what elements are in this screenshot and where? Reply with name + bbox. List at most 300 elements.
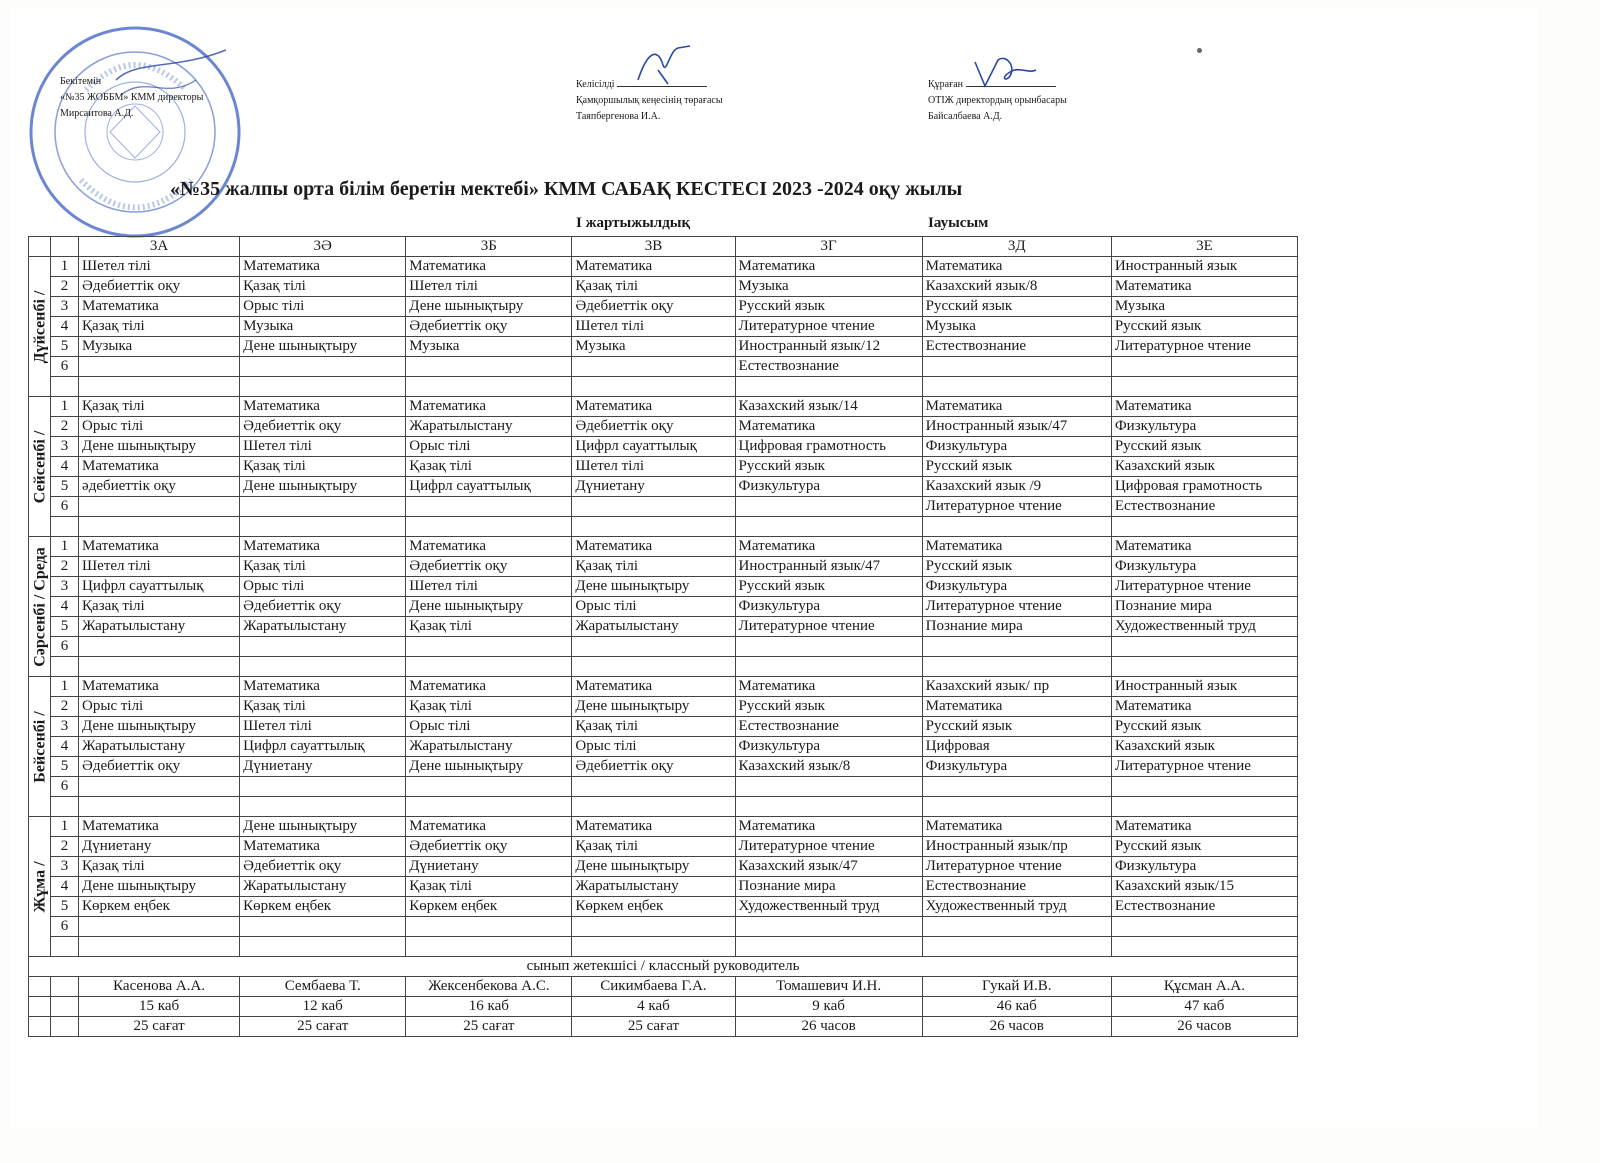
subject-cell: Цифровая xyxy=(922,737,1111,757)
subject-cell xyxy=(1111,777,1297,797)
subject-cell: Казахский язык/15 xyxy=(1111,877,1297,897)
subject-cell: Литературное чтение xyxy=(1111,577,1297,597)
subject-cell: Русский язык xyxy=(735,297,922,317)
weekly-hours: 25 сағат xyxy=(240,1017,406,1037)
room-number: 9 каб xyxy=(735,997,922,1017)
subject-cell: Русский язык xyxy=(735,697,922,717)
lesson-row xyxy=(29,457,1298,477)
subject-cell: Физкультура xyxy=(1111,417,1297,437)
lesson-row xyxy=(29,417,1298,437)
rooms-row xyxy=(29,997,1298,1017)
subject-cell: Математика xyxy=(922,537,1111,557)
subject-cell: Орыс тілі xyxy=(406,437,572,457)
subject-cell: Шетел тілі xyxy=(572,457,735,477)
subject-cell: Қазақ тілі xyxy=(79,857,240,877)
lesson-number: 2 xyxy=(51,417,79,437)
lesson-row xyxy=(29,737,1298,757)
subject-cell: Музыка xyxy=(240,317,406,337)
subject-cell: Цифровая грамотность xyxy=(1111,477,1297,497)
subject-cell: Русский язык xyxy=(922,297,1111,317)
subject-cell: Физкультура xyxy=(735,477,922,497)
empty-cell xyxy=(922,657,1111,677)
teacher-name: Гукай И.В. xyxy=(922,977,1111,997)
empty-cell xyxy=(51,377,79,397)
empty-cell xyxy=(79,657,240,677)
subject-cell: Физкультура xyxy=(735,737,922,757)
subject-cell xyxy=(572,917,735,937)
subject-cell: Казахский язык /9 xyxy=(922,477,1111,497)
subject-cell: Физкультура xyxy=(922,437,1111,457)
page-title: «№35 жалпы орта білім беретін мектебі» КММ САБАҚ КЕСТЕСІ 2023 -2024 оқу жылы xyxy=(170,178,963,200)
subject-cell xyxy=(735,777,922,797)
lesson-number: 3 xyxy=(51,577,79,597)
empty-cell xyxy=(51,1017,79,1037)
subject-cell xyxy=(735,637,922,657)
subject-cell: Цифрл сауаттылық xyxy=(406,477,572,497)
empty-cell xyxy=(735,797,922,817)
subject-cell: Литературное чтение xyxy=(922,597,1111,617)
day-name: Бейсенбі / xyxy=(31,710,48,783)
room-number: 12 каб xyxy=(240,997,406,1017)
approved-name: Мирсаитова А.Д. xyxy=(60,108,134,119)
shift-label: Іауысым xyxy=(928,215,989,231)
subject-cell: Иностранный язык xyxy=(1111,257,1297,277)
official-seal xyxy=(26,20,244,244)
class-header: 3Ә xyxy=(240,237,406,257)
subject-cell: Математика xyxy=(1111,697,1297,717)
class-header: 3В xyxy=(572,237,735,257)
subject-cell xyxy=(406,917,572,937)
lesson-row xyxy=(29,497,1298,517)
subject-cell: Қазақ тілі xyxy=(406,617,572,637)
empty-cell xyxy=(240,937,406,957)
subject-cell xyxy=(922,637,1111,657)
spacer-row xyxy=(29,937,1298,957)
subject-cell: Естествознание xyxy=(735,357,922,377)
day-name-cell xyxy=(29,257,51,397)
lesson-number: 1 xyxy=(51,397,79,417)
subject-cell: Литературное чтение xyxy=(922,497,1111,517)
weekly-hours: 25 сағат xyxy=(406,1017,572,1037)
approved-label: Бекітемін xyxy=(60,76,102,87)
term-label: І жартыжылдық xyxy=(576,215,691,231)
lesson-number: 2 xyxy=(51,697,79,717)
subject-cell: Математика xyxy=(572,257,735,277)
subject-cell: Дүниетану xyxy=(406,857,572,877)
room-number: 46 каб xyxy=(922,997,1111,1017)
subject-cell xyxy=(406,777,572,797)
empty-cell xyxy=(572,657,735,677)
lesson-number: 6 xyxy=(51,917,79,937)
room-number: 15 каб xyxy=(79,997,240,1017)
weekly-hours: 25 сағат xyxy=(79,1017,240,1037)
subject-cell xyxy=(1111,637,1297,657)
empty-cell xyxy=(51,997,79,1017)
subject-cell: Физкультура xyxy=(922,577,1111,597)
subject-cell: Дене шынықтыру xyxy=(240,477,406,497)
room-number: 47 каб xyxy=(1111,997,1297,1017)
lesson-row xyxy=(29,597,1298,617)
lesson-row xyxy=(29,857,1298,877)
subject-cell: Математика xyxy=(1111,277,1297,297)
subject-cell: Естествознание xyxy=(735,717,922,737)
empty-cell xyxy=(735,517,922,537)
empty-cell xyxy=(406,517,572,537)
empty-cell xyxy=(240,657,406,677)
lesson-number: 1 xyxy=(51,257,79,277)
lesson-number: 6 xyxy=(51,357,79,377)
subject-cell: Дүниетану xyxy=(240,757,406,777)
subject-cell: Музыка xyxy=(922,317,1111,337)
empty-cell xyxy=(240,377,406,397)
lesson-row xyxy=(29,897,1298,917)
lesson-number: 3 xyxy=(51,857,79,877)
lesson-row xyxy=(29,437,1298,457)
empty-cell xyxy=(51,657,79,677)
subject-cell: Әдебиеттік оқу xyxy=(572,297,735,317)
subject-cell: Литературное чтение xyxy=(735,317,922,337)
teacher-name: Сембаева Т. xyxy=(240,977,406,997)
lesson-number: 3 xyxy=(51,717,79,737)
subject-cell: Иностранный язык/47 xyxy=(922,417,1111,437)
teacher-name: Құсман А.А. xyxy=(1111,977,1297,997)
subject-cell xyxy=(922,357,1111,377)
empty-cell xyxy=(572,797,735,817)
subject-cell: Математика xyxy=(735,417,922,437)
subject-cell: Музыка xyxy=(1111,297,1297,317)
subject-cell: Әдебиеттік оқу xyxy=(406,557,572,577)
empty-cell xyxy=(922,517,1111,537)
subject-cell: Казахский язык/ пр xyxy=(922,677,1111,697)
subject-cell: Математика xyxy=(406,397,572,417)
subject-cell: Жаратылыстану xyxy=(572,617,735,637)
subject-cell: Жаратылыстану xyxy=(240,877,406,897)
subject-cell xyxy=(79,357,240,377)
approved-role: «№35 ЖОББМ» КММ директоры xyxy=(60,92,204,103)
subject-cell: Қазақ тілі xyxy=(572,717,735,737)
subject-cell: Математика xyxy=(922,257,1111,277)
subject-cell: Көркем еңбек xyxy=(79,897,240,917)
agreed-role: Қамқоршылық кеңесінің төрағасы xyxy=(576,95,723,106)
subject-cell: Көркем еңбек xyxy=(572,897,735,917)
subject-cell: Дене шынықтыру xyxy=(572,857,735,877)
subject-cell: Цифровая грамотность xyxy=(735,437,922,457)
subject-cell xyxy=(572,777,735,797)
subject-cell: Қазақ тілі xyxy=(79,317,240,337)
subject-cell: Жаратылыстану xyxy=(79,617,240,637)
subject-cell xyxy=(735,497,922,517)
subject-cell xyxy=(240,637,406,657)
lesson-row xyxy=(29,677,1298,697)
subject-cell: Әдебиеттік оқу xyxy=(240,597,406,617)
day-name: Дүйсенбі / xyxy=(31,290,48,363)
empty-cell xyxy=(572,937,735,957)
subject-cell: Шетел тілі xyxy=(79,557,240,577)
day-name: Сәрсенбі / Среда xyxy=(31,546,48,667)
empty-cell xyxy=(79,517,240,537)
subject-cell: Математика xyxy=(1111,537,1297,557)
subject-cell: Математика xyxy=(922,397,1111,417)
subject-cell: Математика xyxy=(572,397,735,417)
lesson-row xyxy=(29,297,1298,317)
spacer-row xyxy=(29,517,1298,537)
empty-cell xyxy=(29,977,51,997)
subject-cell xyxy=(406,497,572,517)
lesson-row xyxy=(29,477,1298,497)
subject-cell: Художественный труд xyxy=(922,897,1111,917)
teachers-title-row xyxy=(29,957,1298,977)
day-name: Сейсенбі / xyxy=(31,430,48,503)
day-name-cell xyxy=(29,537,51,677)
schedule-body xyxy=(29,257,1298,957)
lesson-row xyxy=(29,257,1298,277)
subject-cell: Русский язык xyxy=(1111,317,1297,337)
compiled-name: Байсалбаева А.Д. xyxy=(928,111,1003,122)
subject-cell: Литературное чтение xyxy=(735,617,922,637)
empty-cell xyxy=(922,377,1111,397)
empty-cell xyxy=(79,797,240,817)
empty-cell xyxy=(572,517,735,537)
lesson-number: 6 xyxy=(51,637,79,657)
teacher-name: Томашевич И.Н. xyxy=(735,977,922,997)
subject-cell: Математика xyxy=(406,257,572,277)
lesson-row xyxy=(29,877,1298,897)
empty-cell xyxy=(240,797,406,817)
lesson-number: 4 xyxy=(51,737,79,757)
subject-cell: Орыс тілі xyxy=(79,417,240,437)
subject-cell: Орыс тілі xyxy=(240,297,406,317)
subject-cell: Математика xyxy=(240,397,406,417)
subject-cell: Познание мира xyxy=(735,877,922,897)
empty-cell xyxy=(1111,377,1297,397)
class-header: 3Б xyxy=(406,237,572,257)
empty-cell xyxy=(735,657,922,677)
subject-cell: Қазақ тілі xyxy=(406,697,572,717)
subject-cell: Қазақ тілі xyxy=(572,557,735,577)
day-name-cell xyxy=(29,677,51,817)
lesson-row xyxy=(29,557,1298,577)
lesson-row xyxy=(29,817,1298,837)
subject-cell: Математика xyxy=(735,817,922,837)
subject-cell: Математика xyxy=(406,817,572,837)
subject-cell: Физкультура xyxy=(1111,557,1297,577)
subject-cell: Қазақ тілі xyxy=(572,837,735,857)
class-header-row xyxy=(29,237,1298,257)
subject-cell: Естествознание xyxy=(1111,497,1297,517)
subject-cell xyxy=(79,497,240,517)
subject-cell: әдебиеттік оқу xyxy=(79,477,240,497)
subject-cell: Қазақ тілі xyxy=(406,877,572,897)
subject-cell: Қазақ тілі xyxy=(240,277,406,297)
subject-cell: Художественный труд xyxy=(1111,617,1297,637)
teacher-name: Сикимбаева Г.А. xyxy=(572,977,735,997)
subject-cell: Дене шынықтыру xyxy=(79,437,240,457)
subject-cell: Литературное чтение xyxy=(1111,337,1297,357)
subject-cell xyxy=(922,777,1111,797)
empty-cell xyxy=(406,797,572,817)
teachers-title: сынып жетекшісі / классный руководитель xyxy=(29,957,1298,977)
subject-cell: Орыс тілі xyxy=(79,697,240,717)
subject-cell xyxy=(922,917,1111,937)
lesson-row xyxy=(29,577,1298,597)
subject-cell: Казахский язык/47 xyxy=(735,857,922,877)
lesson-number: 3 xyxy=(51,297,79,317)
empty-cell xyxy=(922,937,1111,957)
weekly-hours: 26 часов xyxy=(922,1017,1111,1037)
lesson-row xyxy=(29,317,1298,337)
subject-cell: Қазақ тілі xyxy=(240,457,406,477)
subject-cell: Шетел тілі xyxy=(79,257,240,277)
compiled-signature xyxy=(970,52,1040,92)
subject-cell: Математика xyxy=(240,837,406,857)
subject-cell: Әдебиеттік оқу xyxy=(240,417,406,437)
subject-cell: Қазақ тілі xyxy=(572,277,735,297)
subject-cell: Математика xyxy=(572,537,735,557)
subject-cell: Шетел тілі xyxy=(240,717,406,737)
subject-cell: Қазақ тілі xyxy=(79,397,240,417)
subject-cell: Жаратылыстану xyxy=(79,737,240,757)
subject-cell: Әдебиеттік оқу xyxy=(572,757,735,777)
empty-cell xyxy=(79,377,240,397)
subject-cell: Познание мира xyxy=(922,617,1111,637)
class-header: 3Г xyxy=(735,237,922,257)
subject-cell: Көркем еңбек xyxy=(240,897,406,917)
subject-cell: Шетел тілі xyxy=(572,317,735,337)
subject-cell: Математика xyxy=(735,677,922,697)
subject-cell: Дүниетану xyxy=(572,477,735,497)
subject-cell: Математика xyxy=(406,537,572,557)
subject-cell: Математика xyxy=(240,257,406,277)
subject-cell xyxy=(1111,357,1297,377)
lesson-number: 4 xyxy=(51,877,79,897)
lesson-number: 2 xyxy=(51,277,79,297)
empty-cell xyxy=(29,997,51,1017)
empty-cell xyxy=(51,977,79,997)
room-number: 4 каб xyxy=(572,997,735,1017)
subject-cell: Художественный труд xyxy=(735,897,922,917)
subject-cell: Жаратылыстану xyxy=(406,737,572,757)
subject-cell: Дене шынықтыру xyxy=(572,577,735,597)
subject-cell xyxy=(79,777,240,797)
teacher-name: Касенова А.А. xyxy=(79,977,240,997)
weekly-hours: 25 сағат xyxy=(572,1017,735,1037)
subject-cell: Дене шынықтыру xyxy=(240,337,406,357)
spacer-row xyxy=(29,797,1298,817)
empty-cell xyxy=(1111,517,1297,537)
subject-cell xyxy=(406,637,572,657)
day-name-cell xyxy=(29,817,51,957)
lesson-number: 5 xyxy=(51,757,79,777)
subject-cell: Математика xyxy=(240,677,406,697)
lesson-row xyxy=(29,837,1298,857)
hours-row xyxy=(29,1017,1298,1037)
class-header: 3Д xyxy=(922,237,1111,257)
subject-cell: Шетел тілі xyxy=(406,277,572,297)
lesson-number: 4 xyxy=(51,457,79,477)
subject-cell: Естествознание xyxy=(922,337,1111,357)
subject-cell: Математика xyxy=(735,257,922,277)
subject-cell xyxy=(572,497,735,517)
schedule-table xyxy=(28,236,1298,1037)
subject-cell: Музыка xyxy=(406,337,572,357)
subject-cell: Естествознание xyxy=(922,877,1111,897)
subject-cell xyxy=(240,497,406,517)
subject-cell: Иностранный язык xyxy=(1111,677,1297,697)
empty-cell xyxy=(572,377,735,397)
empty-cell xyxy=(51,517,79,537)
subject-cell: Естествознание xyxy=(1111,897,1297,917)
subject-cell: Дене шынықтыру xyxy=(406,757,572,777)
subject-cell: Русский язык xyxy=(922,457,1111,477)
teacher-name: Жексенбекова А.С. xyxy=(406,977,572,997)
lesson-number: 5 xyxy=(51,897,79,917)
subject-cell: Жаратылыстану xyxy=(406,417,572,437)
empty-cell xyxy=(51,937,79,957)
subject-cell: Қазақ тілі xyxy=(79,597,240,617)
subject-cell xyxy=(735,917,922,937)
empty-cell xyxy=(51,797,79,817)
subject-cell: Әдебиеттік оқу xyxy=(240,857,406,877)
agreed-signature xyxy=(628,40,698,90)
subject-cell: Русский язык xyxy=(1111,837,1297,857)
subject-cell xyxy=(240,917,406,937)
subject-cell: Русский язык xyxy=(735,577,922,597)
subject-cell: Цифрл сауаттылық xyxy=(240,737,406,757)
empty-cell xyxy=(1111,657,1297,677)
class-header: 3Е xyxy=(1111,237,1297,257)
subject-cell: Математика xyxy=(79,677,240,697)
subject-cell: Музыка xyxy=(79,337,240,357)
subject-cell: Иностранный язык/47 xyxy=(735,557,922,577)
subject-cell: Литературное чтение xyxy=(1111,757,1297,777)
subject-cell: Русский язык xyxy=(735,457,922,477)
empty-cell xyxy=(922,797,1111,817)
subject-cell: Дене шынықтыру xyxy=(406,597,572,617)
lesson-row xyxy=(29,757,1298,777)
subject-cell: Қазақ тілі xyxy=(240,697,406,717)
subject-cell: Математика xyxy=(79,817,240,837)
subject-cell: Физкультура xyxy=(1111,857,1297,877)
subject-cell: Дене шынықтыру xyxy=(406,297,572,317)
subject-cell: Цифрл сауаттылық xyxy=(572,437,735,457)
lesson-row xyxy=(29,777,1298,797)
lesson-number: 2 xyxy=(51,557,79,577)
room-number: 16 каб xyxy=(406,997,572,1017)
subject-cell: Русский язык xyxy=(1111,437,1297,457)
subject-cell: Шетел тілі xyxy=(240,437,406,457)
lesson-row xyxy=(29,617,1298,637)
lesson-row xyxy=(29,717,1298,737)
class-header: 3А xyxy=(79,237,240,257)
subject-cell: Дене шынықтыру xyxy=(79,877,240,897)
subject-cell: Физкультура xyxy=(922,757,1111,777)
subject-cell: Казахский язык/8 xyxy=(922,277,1111,297)
subject-cell: Дүниетану xyxy=(79,837,240,857)
subject-cell: Музыка xyxy=(572,337,735,357)
subject-cell: Математика xyxy=(922,817,1111,837)
corner-cell xyxy=(51,237,79,257)
subject-cell: Қазақ тілі xyxy=(406,457,572,477)
subject-cell: Казахский язык xyxy=(1111,737,1297,757)
lesson-row xyxy=(29,357,1298,377)
subject-cell: Казахский язык/14 xyxy=(735,397,922,417)
subject-cell: Математика xyxy=(1111,817,1297,837)
lesson-number: 6 xyxy=(51,777,79,797)
subject-cell xyxy=(240,777,406,797)
subject-cell: Шетел тілі xyxy=(406,577,572,597)
compiled-role: ОТІЖ директордың орынбасары xyxy=(928,95,1067,106)
subject-cell: Қазақ тілі xyxy=(240,557,406,577)
